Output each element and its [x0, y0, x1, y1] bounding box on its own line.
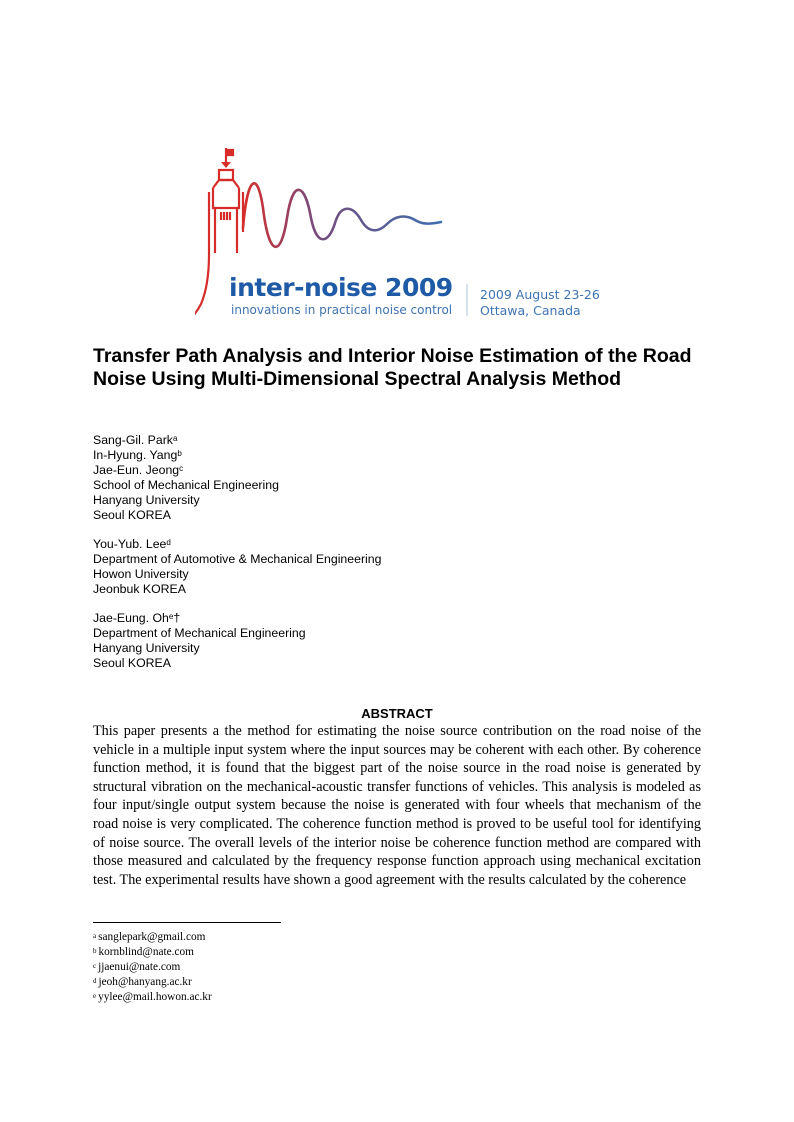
author-group: [93, 433, 593, 523]
footnote: $^b$ kornblind@nate.com: [93, 946, 194, 958]
footnote: $^d$ jeoh@hanyang.ac.kr: [93, 976, 192, 988]
author-department: Department of Automotive & Mechanical Engineering: [93, 552, 382, 566]
author-name: Sang-Gil. Park$^a$: [93, 433, 178, 447]
abstract-heading: ABSTRACT: [361, 706, 433, 721]
conference-logo: [195, 148, 615, 323]
conference-date: 2009 August 23-26: [480, 287, 600, 302]
author-city: Seoul KOREA: [93, 508, 171, 522]
footnote: $^c$ jjaenui@nate.com: [93, 961, 181, 973]
author-department: School of Mechanical Engineering: [93, 478, 279, 492]
affiliation-mark: e: [168, 612, 174, 621]
corresponding-dagger: †: [173, 611, 181, 625]
author-university: Howon University: [93, 567, 189, 581]
footnote-divider: [93, 922, 281, 923]
footnote-email: yylee@mail.howon.ac.kr: [98, 991, 212, 1003]
footnote-email: jjaenui@nate.com: [98, 961, 181, 973]
author-name: Jae-Eun. Jeong$^c$: [93, 463, 184, 477]
footnote-email: kornblind@nate.com: [98, 946, 194, 958]
conference-tagline: innovations in practical noise control: [231, 303, 453, 317]
author-city: Jeonbuk KOREA: [93, 582, 186, 596]
author-name: You-Yub. Lee$^d$: [93, 537, 171, 551]
author-name: Jae-Eung. Oh$^e$†: [93, 611, 181, 625]
wave-icon: [243, 183, 441, 247]
author-university: Hanyang University: [93, 641, 200, 655]
affiliation-mark: d: [166, 538, 171, 547]
footnote: $^e$ yylee@mail.howon.ac.kr: [93, 991, 212, 1003]
paper-title: Transfer Path Analysis and Interior Noise Estimation of the Road Noise Using Multi-Dimensional Spectral Analysis Method: [93, 345, 692, 390]
author-list: [93, 433, 593, 685]
author-city: Seoul KOREA: [93, 656, 171, 670]
footnote-email: jeoh@hanyang.ac.kr: [98, 976, 192, 988]
author-group: [93, 611, 593, 671]
author-university: Hanyang University: [93, 493, 200, 507]
footnote-list: [93, 930, 212, 1005]
affiliation-mark: c: [179, 464, 184, 473]
footnote: $^a$ sanglepark@gmail.com: [93, 931, 206, 943]
footnote-email: sanglepark@gmail.com: [98, 931, 206, 943]
affiliation-mark: a: [172, 434, 178, 443]
author-group: [93, 537, 593, 597]
abstract-body: This paper presents a the method for estimating the noise source contribution on the road noise of the vehicle in a multiple input system where the input sources may be coherent with each other. By coherence function method, it is found that the biggest part of the noise source in the road noise is generated by structural vibration on the mechanical-acoustic transfer functions of vehicles. This analysis is modeled as four input/single output system because the noise is generated with four wheels that mechanism of the road noise is very complicated. The coherence function method is proved to be useful tool for identifying of noise source. The overall levels of the interior noise be coherence function method are compared with those measured and calculated by the frequency response function approach using mechanical excitation test. The experimental results have shown a good agreement with the results calculated by the coherence: [93, 723, 701, 888]
author-name: In-Hyung. Yang$^b$: [93, 448, 182, 462]
author-department: Department of Mechanical Engineering: [93, 626, 306, 640]
conference-name: inter-noise 2009: [229, 273, 453, 302]
conference-location: Ottawa, Canada: [480, 303, 581, 318]
affiliation-mark: b: [177, 449, 182, 458]
